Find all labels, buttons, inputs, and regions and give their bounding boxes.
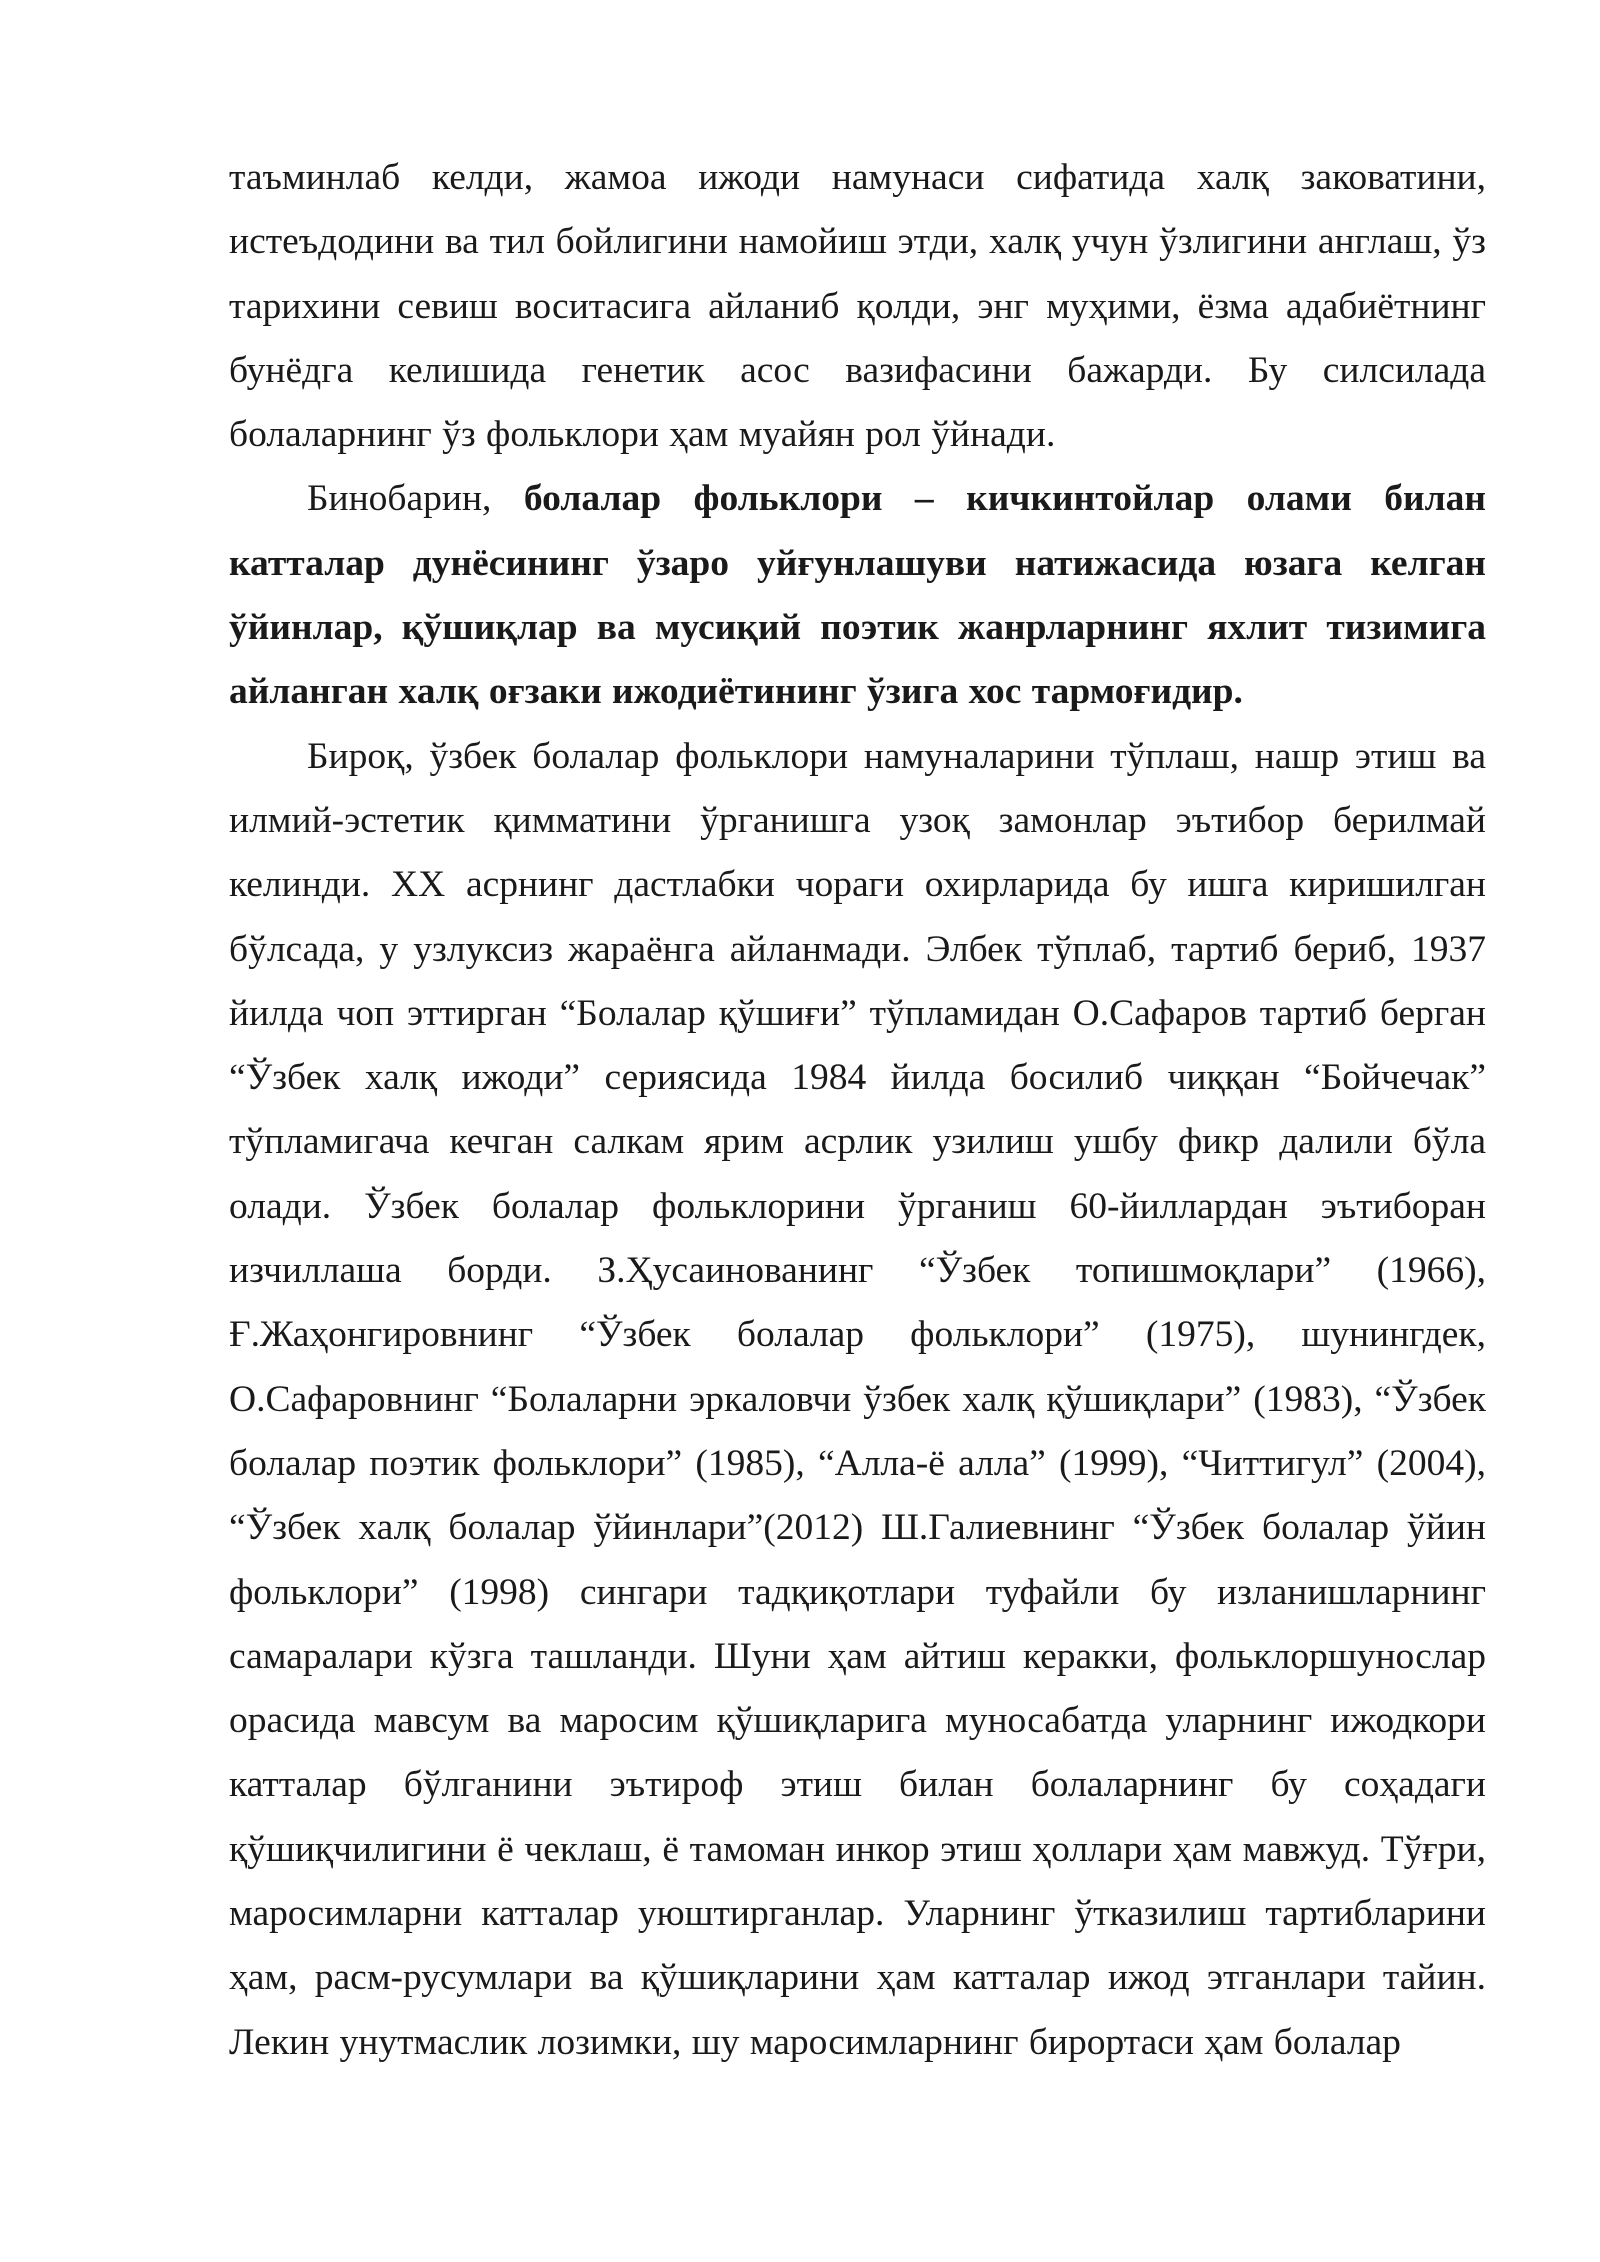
paragraph-2-lead: Бинобарин,: [307, 478, 524, 520]
paragraph-1: [229, 146, 1486, 467]
body-text: [229, 146, 1486, 2075]
paragraph-2: [229, 467, 1486, 724]
paragraph-2-definition: болалар фольклори – кичкинтойлар олами билан катталар дунёсининг ўзаро уйғунлашуви натижасида юзага келган ўйинлар, қўшиқлар ва мусиқий поэтик жанрларнинг яхлит тизимига айланган халқ оғзаки ижодиётининг ўзига хос тармоғидир.: [229, 478, 1486, 713]
paragraph-3: [229, 725, 1486, 2075]
paragraph-1-text: таъминлаб келди, жамоа ижоди намунаси сифатида халқ заковатини, истеъдодини ва тил бойлигини намойиш этди, халқ учун ўзлигини англаш, ўз тарихини севиш воситасига айланиб қолди, энг муҳими, ёзма адабиётнинг бунёдга келишида генетик асос вазифасини бажарди. Бу силсилада болаларнинг ўз фольклори ҳам муайян рол ўйнади.: [229, 157, 1486, 456]
paragraph-3-text: Бироқ, ўзбек болалар фольклори намуналарини тўплаш, нашр этиш ва илмий-эстетик қимматини ўрганишга узоқ замонлар эътибор берилмай келинди. XX асрнинг дастлабки чораги охирларида бу ишга киришилган бўлсада, у узлуксиз жараёнга айланмади. Элбек тўплаб, тартиб бериб, 1937 йилда чоп эттирган “Болалар қўшиғи” тўпламидан О.Сафаров тартиб берган “Ўзбек халқ ижоди” сериясида 1984 йилда босилиб чиққан “Бойчечак” тўпламигача кечган салкам ярим асрлик узилиш ушбу фикр далили бўла олади. Ўзбек болалар фольклорини ўрганиш 60-йиллардан эътиборан изчиллаша борди. З.Ҳусаинованинг “Ўзбек топишмоқлари” (1966), Ғ.Жаҳонгировнинг “Ўзбек болалар фольклори” (1975), шунингдек, О.Сафаровнинг “Болаларни эркаловчи ўзбек халқ қўшиқлари” (1983), “Ўзбек болалар поэтик фольклори” (1985), “Алла-ё алла” (1999), “Читтигул” (2004), “Ўзбек халқ болалар ўйинлари”(2012) Ш.Галиевнинг “Ўзбек болалар ўйин фольклори” (1998) сингари тадқиқотлари туфайли бу изланишларнинг самаралари кўзга ташланди. Шуни ҳам айтиш керакки, фольклоршунослар орасида мавсум ва маросим қўшиқларига муносабатда уларнинг ижодкори катталар бўлганини эътироф этиш билан болаларнинг бу соҳадаги қўшиқчилигини ё чеклаш, ё тамоман инкор этиш ҳоллари ҳам мавжуд. Тўғри, маросимларни катталар уюштирганлар. Уларнинг ўтказилиш тартибларини ҳам, расм-русумлари ва қўшиқларини ҳам катталар ижод этганлари тайин. Лекин унутмаслик лозимки, шу маросимларнинг бирортаси ҳам болалар: [229, 735, 1486, 2063]
